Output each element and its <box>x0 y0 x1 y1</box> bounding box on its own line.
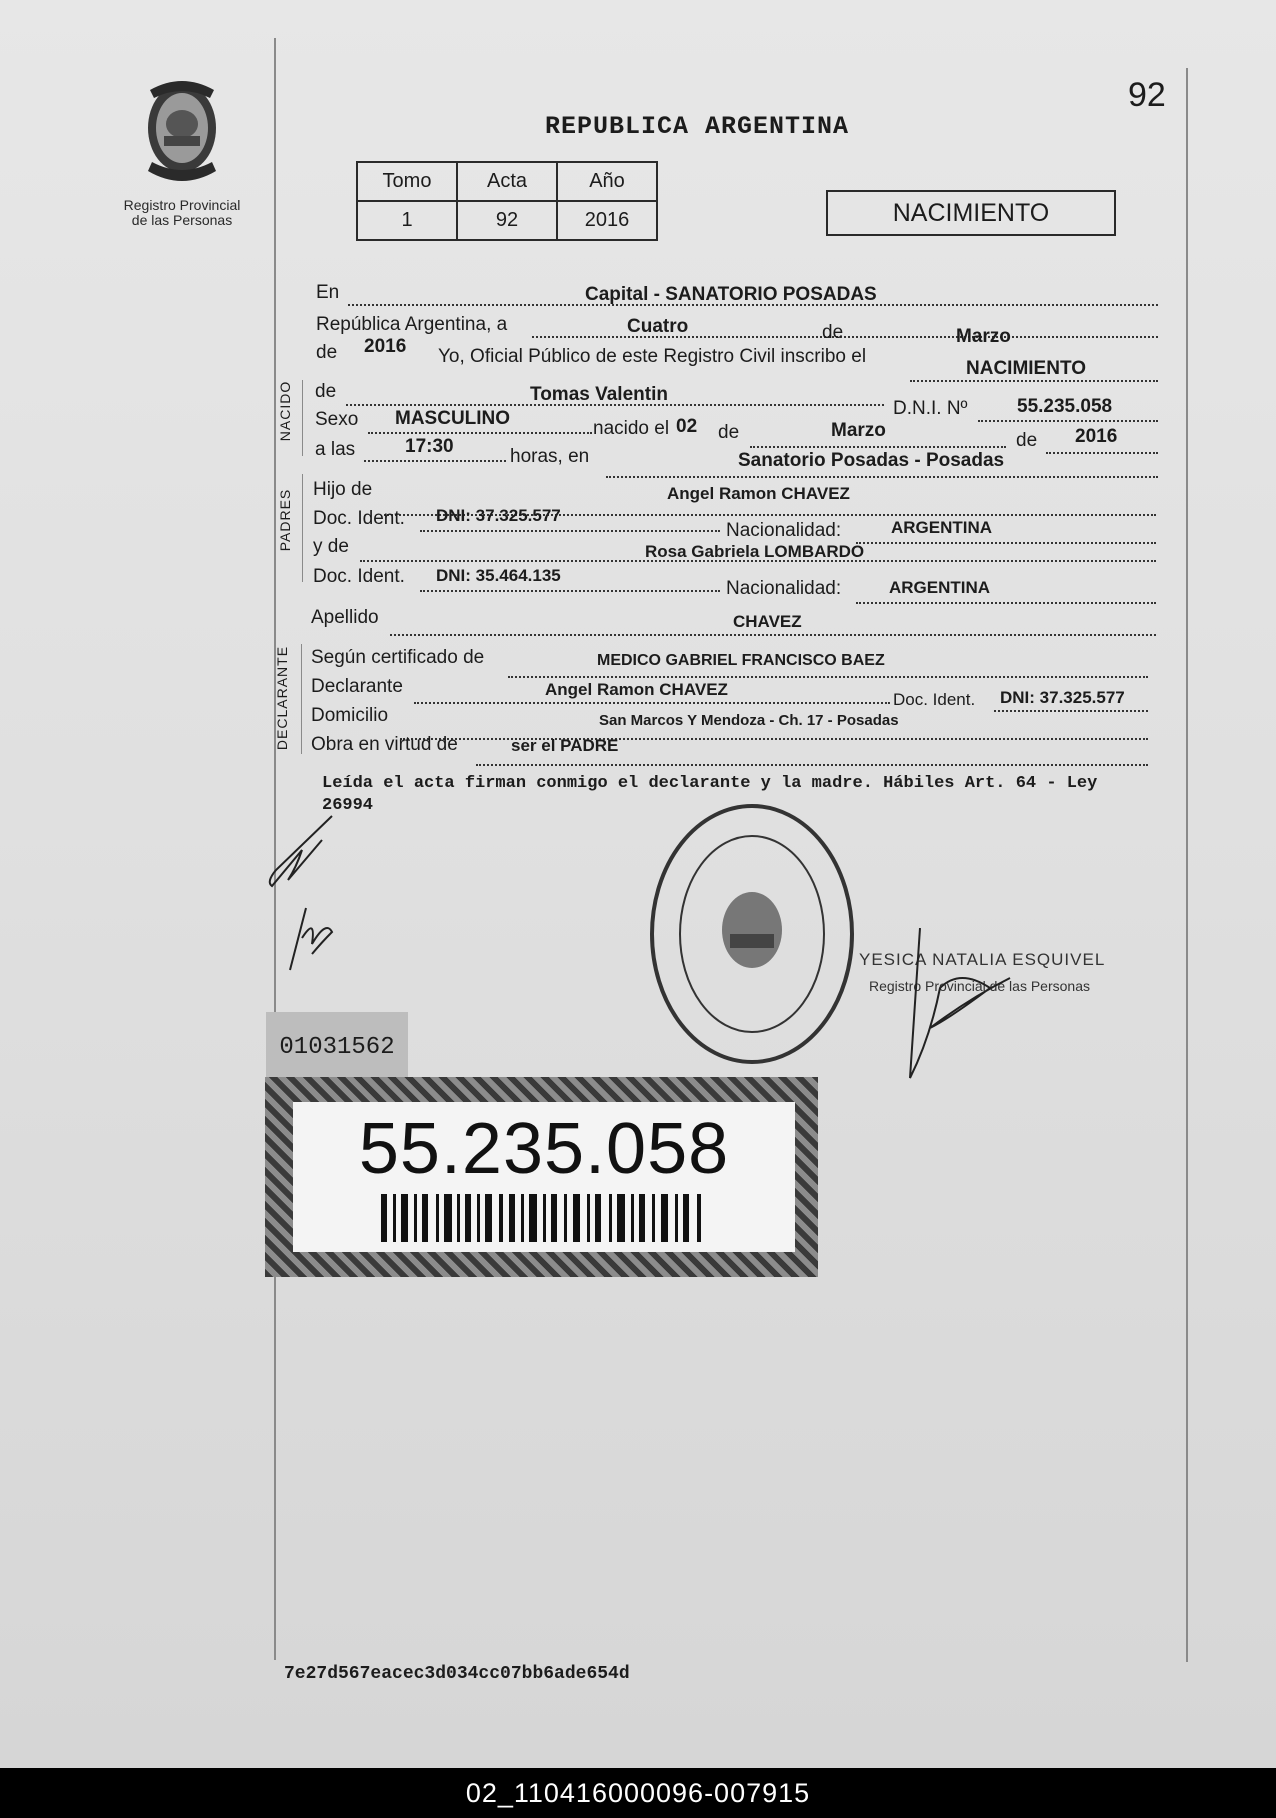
label-de: de <box>822 322 844 343</box>
page-title: REPUBLICA ARGENTINA <box>545 112 850 141</box>
value-padre-nac: ARGENTINA <box>891 518 993 537</box>
value-madre-nac: ARGENTINA <box>889 578 991 597</box>
value-lugar: Capital - SANATORIO POSADAS <box>585 284 877 305</box>
label-republica: República Argentina, a <box>316 314 508 335</box>
value-nac-anio: 2016 <box>1075 426 1118 447</box>
value-acto: NACIMIENTO <box>966 358 1086 379</box>
value-anio: 2016 <box>364 336 407 357</box>
right-margin-line <box>1186 68 1188 1662</box>
value-domicilio: San Marcos Y Mendoza - Ch. 17 - Posadas <box>599 712 899 729</box>
label-hijo: Hijo de <box>313 479 373 500</box>
closing-note: Leída el acta firman conmigo el declarante y la madre. Hábiles Art. 64 - Ley 26994 <box>322 774 1098 815</box>
officer-org: Registro Provincial de las Personas <box>869 978 1090 994</box>
header-acta: Acta <box>457 162 557 201</box>
official-stamp <box>648 800 856 1068</box>
label-yo: Yo, Oficial Público de este Registro Civil inscribo el <box>438 346 867 367</box>
act-type-box: NACIMIENTO <box>826 190 1116 236</box>
label-sexo: Sexo <box>315 409 359 430</box>
label-de3: de <box>1016 430 1038 451</box>
scan-footer: 02_110416000096-007915 <box>0 1768 1276 1818</box>
document-hash: 7e27d567eacec3d034cc07bb6ade654d <box>284 1664 630 1684</box>
id-label-number: 55.235.058 <box>358 1109 730 1189</box>
label-nacido: nacido el <box>593 418 670 439</box>
logo-caption: Registro Provincial de las Personas <box>123 197 241 228</box>
label-apellido: Apellido <box>311 607 379 628</box>
side-label-padres: PADRES <box>277 488 293 552</box>
label-segun: Según certificado de <box>311 647 485 668</box>
header-tomo: Tomo <box>357 162 457 201</box>
provincial-seal-icon <box>142 76 222 191</box>
value-padre: Angel Ramon CHAVEZ <box>667 484 850 503</box>
label-domicilio: Domicilio <box>311 705 389 726</box>
label-doc1: Doc. Ident. <box>313 508 405 529</box>
declarant-signature-icon <box>262 810 352 890</box>
mother-signature-icon <box>282 898 362 978</box>
value-tomo: 1 <box>357 201 457 240</box>
officer-signature-icon <box>890 928 1020 1108</box>
label-doc2: Doc. Ident. <box>313 566 405 587</box>
value-anio: 2016 <box>557 201 657 240</box>
serial-number: 01031562 <box>266 1012 408 1082</box>
label-de-name: de <box>315 381 337 402</box>
label-nac2: Nacionalidad: <box>726 578 842 599</box>
value-acta: 92 <box>457 201 557 240</box>
value-madre: Rosa Gabriela LOMBARDO <box>645 542 865 561</box>
value-certificado: MEDICO GABRIEL FRANCISCO BAEZ <box>597 652 885 669</box>
value-obra: ser el PADRE <box>511 736 619 755</box>
value-dia: Cuatro <box>627 316 689 337</box>
value-apellido: CHAVEZ <box>733 612 802 631</box>
value-declarante-doc: DNI: 37.325.577 <box>1000 688 1125 707</box>
label-declarante: Declarante <box>311 676 403 697</box>
value-padre-doc: DNI: 37.325.577 <box>436 506 561 525</box>
label-de2: de <box>718 422 740 443</box>
page-number: 92 <box>1128 76 1166 114</box>
value-mes: Marzo <box>956 326 1011 347</box>
label-en: En <box>316 282 340 303</box>
label-doc3: Doc. Ident. <box>893 690 976 709</box>
barcode-icon <box>381 1194 711 1242</box>
value-nac-mes: Marzo <box>831 420 886 441</box>
label-a-las: a las <box>315 439 356 460</box>
registry-table <box>356 161 658 241</box>
label-de-year: de <box>316 342 338 363</box>
header-anio: Año <box>557 162 657 201</box>
id-label <box>265 1077 818 1277</box>
value-nombre: Tomas Valentin <box>530 384 668 405</box>
label-dni: D.N.I. Nº <box>893 398 968 419</box>
value-lugar-nac: Sanatorio Posadas - Posadas <box>738 450 1005 471</box>
value-dni: 55.235.058 <box>1017 396 1113 417</box>
value-sexo: MASCULINO <box>395 408 511 429</box>
value-declarante: Angel Ramon CHAVEZ <box>545 680 728 699</box>
registry-logo <box>118 76 246 228</box>
value-nac-dia: 02 <box>676 416 698 437</box>
side-label-declarante: DECLARANTE <box>274 645 290 751</box>
id-label-inner <box>293 1102 795 1252</box>
label-nac1: Nacionalidad: <box>726 520 842 541</box>
value-hora: 17:30 <box>405 436 454 457</box>
label-yde: y de <box>313 536 349 557</box>
value-madre-doc: DNI: 35.464.135 <box>436 566 561 585</box>
officer-name: YESICA NATALIA ESQUIVEL <box>859 950 1106 969</box>
side-label-nacido: NACIDO <box>277 380 293 442</box>
label-horas: horas, en <box>510 446 590 467</box>
label-obra: Obra en virtud de <box>311 734 458 755</box>
